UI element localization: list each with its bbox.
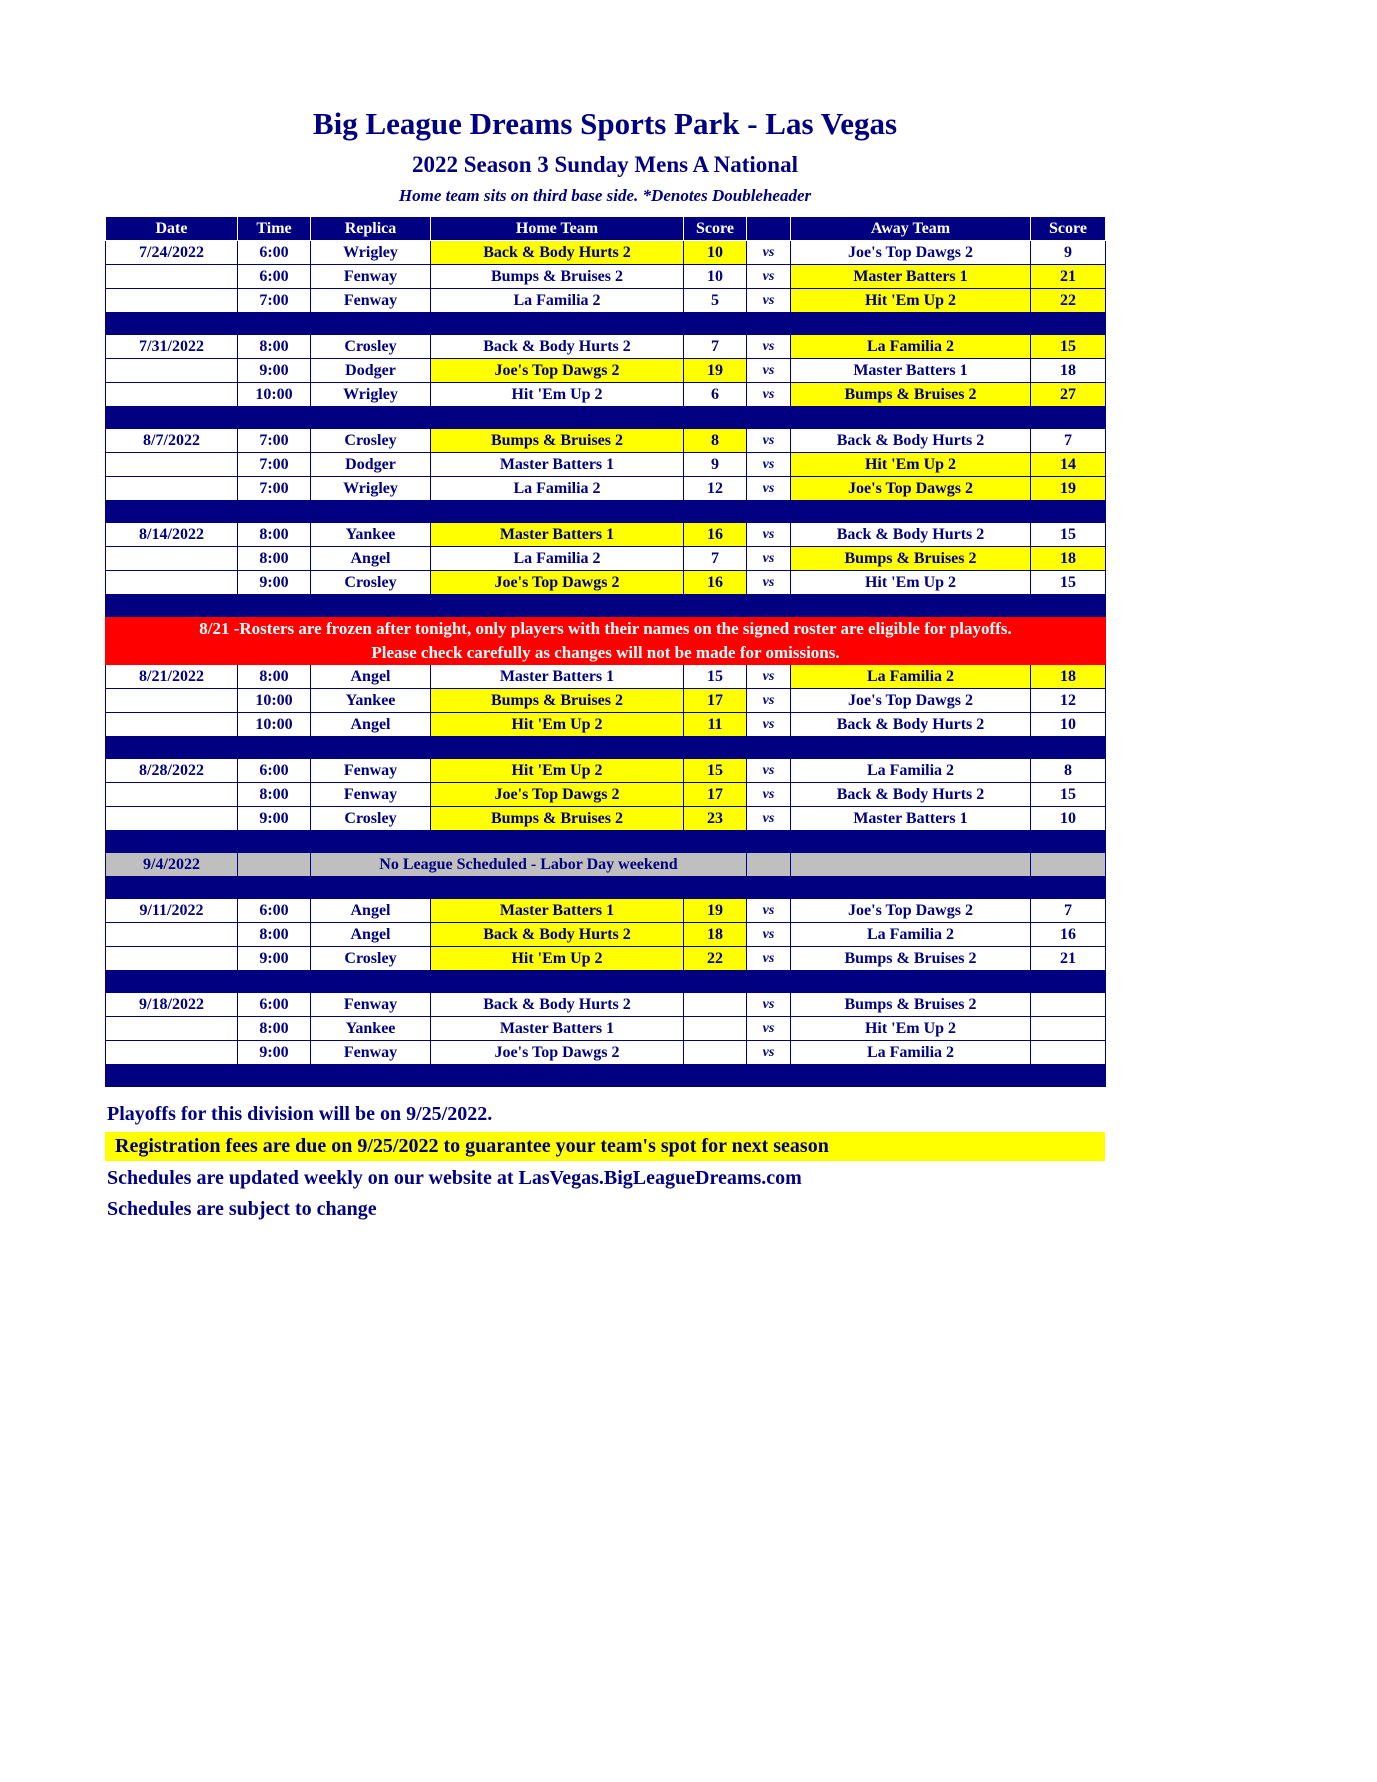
vs-cell [747,853,791,877]
replica-cell: Angel [311,899,431,923]
vs-label: vs [747,241,791,265]
separator-bar [106,407,1106,429]
date-cell [106,689,238,713]
away-team-cell: La Familia 2 [791,923,1031,947]
away-team-cell: Joe's Top Dawgs 2 [791,241,1031,265]
away-score-cell: 19 [1031,477,1106,501]
replica-cell: Fenway [311,993,431,1017]
home-team-cell: Bumps & Bruises 2 [431,807,684,831]
away-team-cell: La Familia 2 [791,665,1031,689]
game-row [106,453,1106,477]
home-score-cell: 18 [684,923,747,947]
separator-bar [106,595,1106,617]
away-score-cell [1031,853,1106,877]
home-score-cell: 19 [684,359,747,383]
home-team-cell: Joe's Top Dawgs 2 [431,359,684,383]
home-score-cell: 15 [684,665,747,689]
away-team-cell: Hit 'Em Up 2 [791,453,1031,477]
away-team-cell: Master Batters 1 [791,265,1031,289]
away-team-cell: Joe's Top Dawgs 2 [791,477,1031,501]
vs-label: vs [747,923,791,947]
home-score-cell: 19 [684,899,747,923]
game-row [106,571,1106,595]
replica-cell: Fenway [311,759,431,783]
away-score-cell: 7 [1031,899,1106,923]
date-cell [106,265,238,289]
date-cell [106,289,238,313]
home-score-cell [684,1017,747,1041]
date-cell: 8/28/2022 [106,759,238,783]
separator-bar [106,737,1106,759]
home-team-cell: Hit 'Em Up 2 [431,383,684,407]
time-cell: 8:00 [238,335,311,359]
home-team-cell: Joe's Top Dawgs 2 [431,783,684,807]
game-row [106,241,1106,265]
game-row [106,335,1106,359]
vs-label: vs [747,807,791,831]
home-score-cell: 11 [684,713,747,737]
vs-label: vs [747,383,791,407]
home-score-cell: 15 [684,759,747,783]
home-team-cell: Back & Body Hurts 2 [431,335,684,359]
home-score-cell: 16 [684,571,747,595]
date-cell [106,571,238,595]
separator-row [106,595,1106,617]
date-cell: 8/14/2022 [106,523,238,547]
home-score-cell: 10 [684,265,747,289]
away-team-cell: La Familia 2 [791,1041,1031,1065]
time-cell: 6:00 [238,241,311,265]
home-score-cell: 12 [684,477,747,501]
away-score-cell: 12 [1031,689,1106,713]
game-row [106,665,1106,689]
game-row [106,429,1106,453]
home-team-cell: Joe's Top Dawgs 2 [431,571,684,595]
date-cell [106,359,238,383]
away-score-cell [1031,993,1106,1017]
no-league-text: No League Scheduled - Labor Day weekend [311,853,747,877]
away-team-cell: Back & Body Hurts 2 [791,429,1031,453]
home-score-cell: 17 [684,783,747,807]
time-cell: 8:00 [238,523,311,547]
home-score-cell: 23 [684,807,747,831]
vs-label: vs [747,1017,791,1041]
date-cell [106,453,238,477]
separator-row [106,313,1106,335]
away-team-cell: La Familia 2 [791,335,1031,359]
home-score-cell [684,1041,747,1065]
game-row [106,1017,1106,1041]
away-score-cell: 10 [1031,713,1106,737]
game-row [106,383,1106,407]
home-team-cell: Bumps & Bruises 2 [431,265,684,289]
vs-label: vs [747,571,791,595]
date-cell [106,1017,238,1041]
home-score-cell: 22 [684,947,747,971]
vs-label: vs [747,993,791,1017]
game-row [106,523,1106,547]
home-team-cell: Bumps & Bruises 2 [431,429,684,453]
away-score-cell: 21 [1031,265,1106,289]
game-row [106,993,1106,1017]
time-cell: 7:00 [238,289,311,313]
separator-bar [106,877,1106,899]
separator-row [106,971,1106,993]
home-score-cell: 6 [684,383,747,407]
separator-bar [106,1065,1106,1087]
away-score-cell: 15 [1031,783,1106,807]
game-row [106,713,1106,737]
vs-label: vs [747,523,791,547]
vs-label: vs [747,713,791,737]
replica-cell: Wrigley [311,477,431,501]
replica-cell: Fenway [311,265,431,289]
date-cell [106,783,238,807]
vs-label: vs [747,899,791,923]
game-row [106,547,1106,571]
game-row [106,807,1106,831]
away-score-cell: 18 [1031,547,1106,571]
page-title: Big League Dreams Sports Park - Las Vegas [312,106,898,141]
time-cell: 6:00 [238,265,311,289]
home-team-cell: Back & Body Hurts 2 [431,923,684,947]
away-score-cell: 14 [1031,453,1106,477]
home-team-cell: La Familia 2 [431,477,684,501]
separator-row [106,501,1106,523]
date-cell: 9/4/2022 [106,853,238,877]
schedule-content [105,106,1105,1223]
vs-label: vs [747,665,791,689]
vs-label: vs [747,947,791,971]
vs-label: vs [747,335,791,359]
away-score-cell: 16 [1031,923,1106,947]
away-score-cell [1031,1017,1106,1041]
away-team-cell [791,853,1031,877]
subject-to-change-note: Schedules are subject to change [107,1198,377,1220]
game-row [106,359,1106,383]
time-cell: 10:00 [238,689,311,713]
game-row [106,689,1106,713]
home-score-cell: 10 [684,241,747,265]
time-cell: 8:00 [238,547,311,571]
home-team-cell: La Familia 2 [431,289,684,313]
away-team-cell: Master Batters 1 [791,359,1031,383]
playoffs-note: Playoffs for this division will be on 9/25/2022. [107,1103,493,1125]
time-cell [238,853,311,877]
game-row [106,265,1106,289]
col-header-time: Time [238,217,311,241]
away-team-cell: Joe's Top Dawgs 2 [791,689,1031,713]
registration-note: Registration fees are due on 9/25/2022 to guarantee your team's spot for next season [105,1132,1105,1161]
time-cell: 6:00 [238,899,311,923]
separator-bar [106,313,1106,335]
date-cell [106,1041,238,1065]
home-team-cell: Master Batters 1 [431,523,684,547]
time-cell: 7:00 [238,429,311,453]
time-cell: 8:00 [238,923,311,947]
home-score-cell: 9 [684,453,747,477]
home-score-cell: 16 [684,523,747,547]
notice-text: Please check carefully as changes will not be made for omissions. [106,641,1106,665]
date-cell [106,383,238,407]
separator-bar [106,831,1106,853]
vs-label: vs [747,359,791,383]
home-score-cell: 7 [684,547,747,571]
replica-cell: Angel [311,665,431,689]
date-cell: 8/21/2022 [106,665,238,689]
replica-cell: Wrigley [311,241,431,265]
home-team-cell: Bumps & Bruises 2 [431,689,684,713]
date-cell [106,807,238,831]
home-score-cell [684,993,747,1017]
game-row [106,947,1106,971]
home-team-cell: Joe's Top Dawgs 2 [431,1041,684,1065]
away-score-cell: 9 [1031,241,1106,265]
game-row [106,289,1106,313]
home-team-cell: Master Batters 1 [431,453,684,477]
time-cell: 7:00 [238,453,311,477]
replica-cell: Fenway [311,783,431,807]
time-cell: 9:00 [238,947,311,971]
vs-label: vs [747,759,791,783]
replica-cell: Dodger [311,453,431,477]
away-team-cell: Hit 'Em Up 2 [791,571,1031,595]
away-team-cell: Hit 'Em Up 2 [791,1017,1031,1041]
away-team-cell: Joe's Top Dawgs 2 [791,899,1031,923]
away-team-cell: Bumps & Bruises 2 [791,993,1031,1017]
col-header-score: Score [1031,217,1106,241]
away-score-cell: 15 [1031,571,1106,595]
away-team-cell: Hit 'Em Up 2 [791,289,1031,313]
away-score-cell [1031,1041,1106,1065]
away-score-cell: 22 [1031,289,1106,313]
website-note: Schedules are updated weekly on our website at LasVegas.BigLeagueDreams.com [107,1167,802,1189]
vs-label: vs [747,783,791,807]
vs-label: vs [747,453,791,477]
col-header-date: Date [106,217,238,241]
home-team-cell: Master Batters 1 [431,1017,684,1041]
away-score-cell: 27 [1031,383,1106,407]
date-cell [106,477,238,501]
away-team-cell: La Familia 2 [791,759,1031,783]
home-team-cell: Hit 'Em Up 2 [431,947,684,971]
col-header-vs [747,217,791,241]
away-team-cell: Back & Body Hurts 2 [791,713,1031,737]
away-score-cell: 18 [1031,665,1106,689]
separator-row [106,831,1106,853]
notice-row [106,617,1106,641]
game-row [106,783,1106,807]
date-cell [106,713,238,737]
replica-cell: Angel [311,547,431,571]
col-header-score: Score [684,217,747,241]
time-cell: 8:00 [238,665,311,689]
replica-cell: Fenway [311,289,431,313]
time-cell: 9:00 [238,571,311,595]
separator-bar [106,501,1106,523]
time-cell: 8:00 [238,783,311,807]
away-team-cell: Back & Body Hurts 2 [791,523,1031,547]
home-score-cell: 8 [684,429,747,453]
game-row [106,899,1106,923]
replica-cell: Crosley [311,571,431,595]
away-team-cell: Back & Body Hurts 2 [791,783,1031,807]
table-header-row [106,217,1106,241]
date-cell [106,923,238,947]
home-team-cell: La Familia 2 [431,547,684,571]
home-score-cell: 17 [684,689,747,713]
col-header-home-team: Home Team [431,217,684,241]
home-team-cell: Back & Body Hurts 2 [431,241,684,265]
replica-cell: Crosley [311,947,431,971]
game-row [106,1041,1106,1065]
vs-label: vs [747,265,791,289]
time-cell: 9:00 [238,1041,311,1065]
home-score-cell: 7 [684,335,747,359]
home-team-cell: Hit 'Em Up 2 [431,713,684,737]
separator-row [106,1065,1106,1087]
home-team-cell: Hit 'Em Up 2 [431,759,684,783]
time-cell: 8:00 [238,1017,311,1041]
away-team-cell: Bumps & Bruises 2 [791,547,1031,571]
replica-cell: Crosley [311,429,431,453]
separator-row [106,877,1106,899]
away-score-cell: 18 [1031,359,1106,383]
replica-cell: Angel [311,923,431,947]
vs-label: vs [747,429,791,453]
date-cell: 7/31/2022 [106,335,238,359]
time-cell: 10:00 [238,383,311,407]
replica-cell: Crosley [311,335,431,359]
separator-row [106,407,1106,429]
notice-text: 8/21 -Rosters are frozen after tonight, only players with their names on the signed roster are eligible for playoffs. [106,617,1106,641]
replica-cell: Fenway [311,1041,431,1065]
vs-label: vs [747,1041,791,1065]
away-score-cell: 10 [1031,807,1106,831]
game-row [106,477,1106,501]
no-league-row [106,853,1106,877]
time-cell: 10:00 [238,713,311,737]
col-header-replica: Replica [311,217,431,241]
game-row [106,759,1106,783]
replica-cell: Angel [311,713,431,737]
away-team-cell: Bumps & Bruises 2 [791,947,1031,971]
date-cell [106,947,238,971]
date-cell: 7/24/2022 [106,241,238,265]
time-cell: 6:00 [238,759,311,783]
time-cell: 6:00 [238,993,311,1017]
away-score-cell: 15 [1031,335,1106,359]
col-header-away-team: Away Team [791,217,1031,241]
time-cell: 9:00 [238,807,311,831]
away-score-cell: 7 [1031,429,1106,453]
replica-cell: Wrigley [311,383,431,407]
home-team-cell: Master Batters 1 [431,665,684,689]
replica-cell: Yankee [311,523,431,547]
home-team-note: Home team sits on third base side. *Denotes Doubleheader [398,186,812,205]
page-subtitle: 2022 Season 3 Sunday Mens A National [412,152,798,177]
replica-cell: Crosley [311,807,431,831]
home-score-cell: 5 [684,289,747,313]
away-team-cell: Bumps & Bruises 2 [791,383,1031,407]
date-cell [106,547,238,571]
time-cell: 7:00 [238,477,311,501]
notice-row [106,641,1106,665]
away-score-cell: 8 [1031,759,1106,783]
replica-cell: Yankee [311,689,431,713]
date-cell: 8/7/2022 [106,429,238,453]
away-score-cell: 15 [1031,523,1106,547]
footer [105,1101,1105,1223]
game-row [106,923,1106,947]
separator-row [106,737,1106,759]
separator-bar [106,971,1106,993]
replica-cell: Dodger [311,359,431,383]
replica-cell: Yankee [311,1017,431,1041]
home-team-cell: Master Batters 1 [431,899,684,923]
date-cell: 9/18/2022 [106,993,238,1017]
vs-label: vs [747,689,791,713]
vs-label: vs [747,289,791,313]
date-cell: 9/11/2022 [106,899,238,923]
home-team-cell: Back & Body Hurts 2 [431,993,684,1017]
away-score-cell: 21 [1031,947,1106,971]
schedule-table [105,216,1106,1087]
vs-label: vs [747,547,791,571]
time-cell: 9:00 [238,359,311,383]
vs-label: vs [747,477,791,501]
away-team-cell: Master Batters 1 [791,807,1031,831]
